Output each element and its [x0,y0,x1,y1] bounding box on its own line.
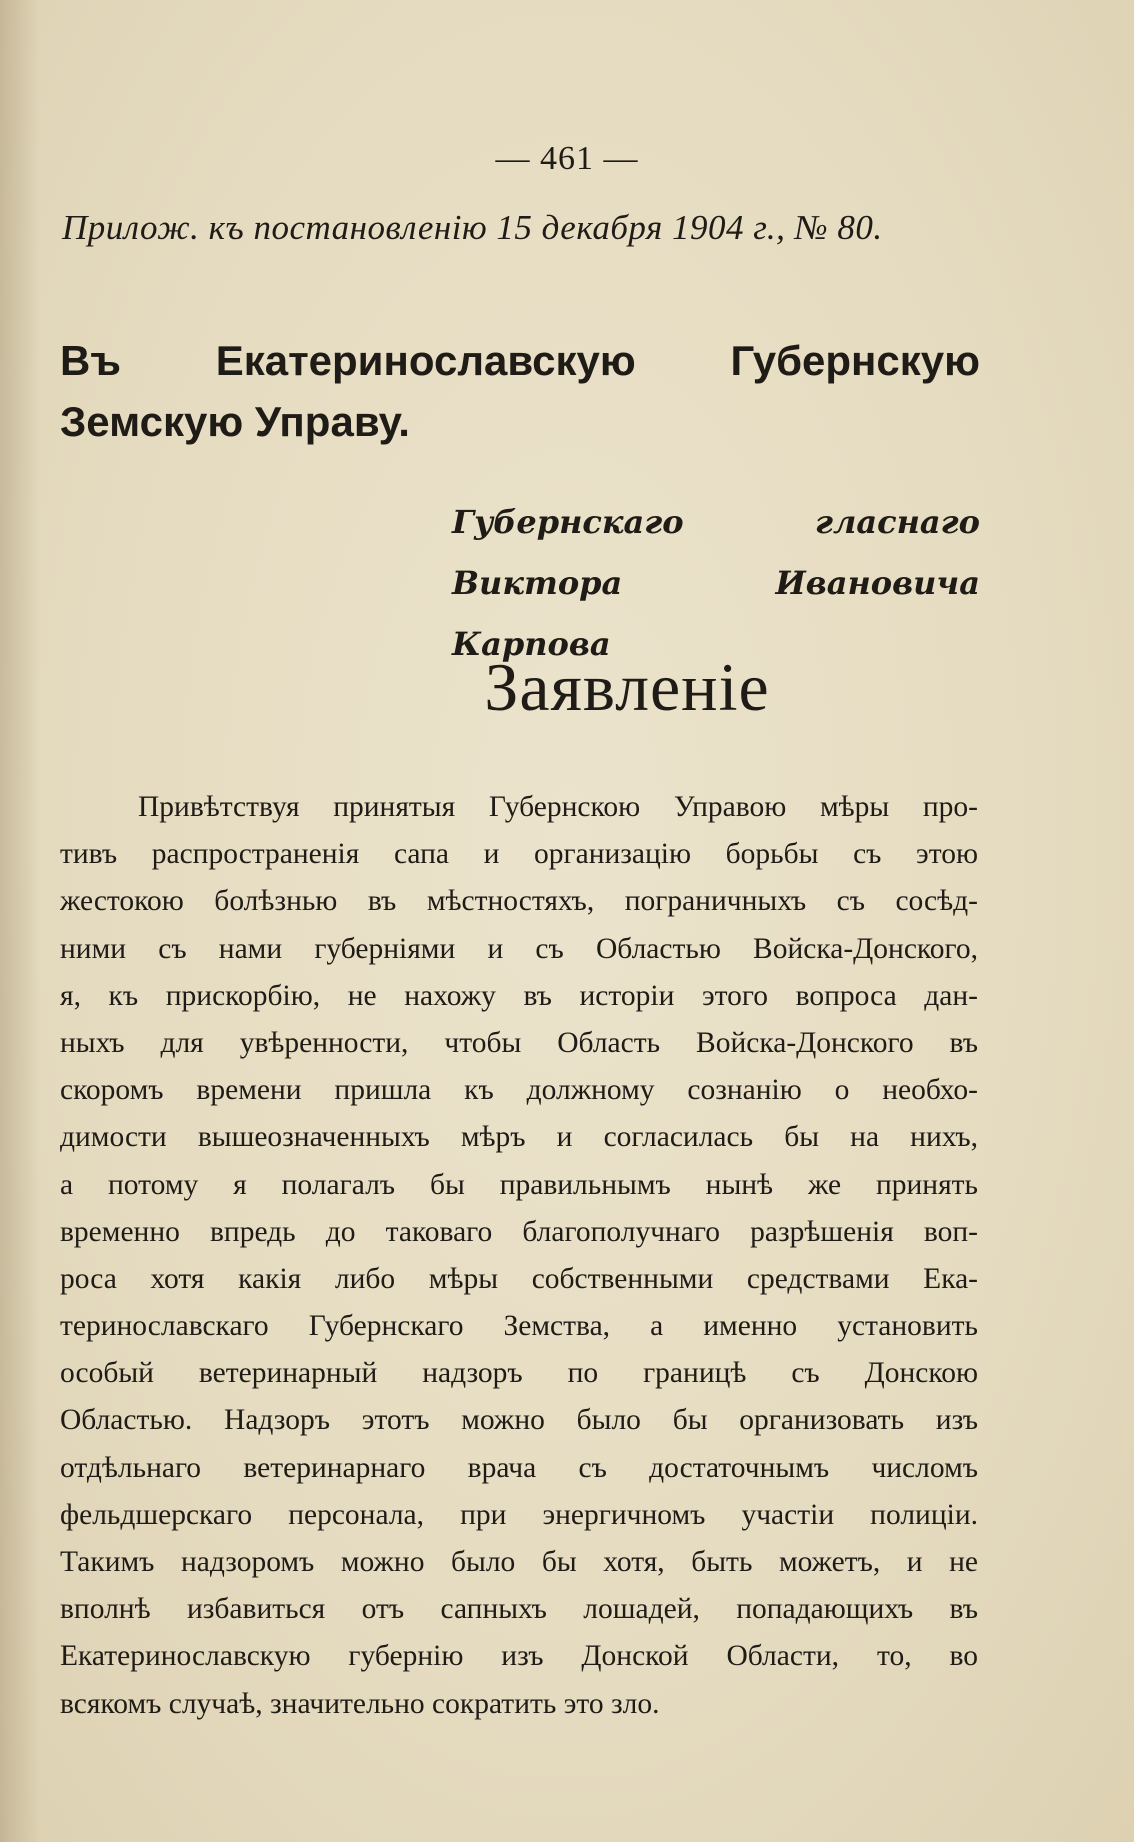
body-line: Областью. Надзоръ этотъ можно было бы организовать изъ [60,1404,978,1437]
attachment-reference: Прилож. къ постановленію 15 декабря 1904 г., № 80. [62,208,883,247]
body-line: всякомъ случаѣ, значительно сократить это зло. [60,1687,660,1720]
body-line: особый ветеринарный надзоръ по границѣ съ Донскою [60,1357,978,1390]
body-line: димости вышеозначенныхъ мѣръ и согласилась бы на нихъ, [60,1121,978,1154]
body-line: вполнѣ избавиться отъ сапныхъ лошадей, попадающихъ въ [60,1593,978,1626]
body-line: роса хотя какія либо мѣры собственными средствами Ека- [60,1262,978,1295]
body-paragraph [60,784,978,1728]
body-line: фельдшерскаго персонала, при энергичномъ участіи полиціи. [60,1498,978,1531]
document-title: Заявленіе [484,649,770,725]
page-edge-shadow [0,0,40,1842]
body-line: теринославскаго Губернскаго Земства, а именно установить [60,1310,978,1343]
body-line: отдѣльнаго ветеринарнаго врача съ достаточнымъ числомъ [60,1451,978,1484]
body-line: ними съ нами губерніями и съ Областью Войска-Донского, [60,932,978,965]
body-line: а потому я полагалъ бы правильнымъ нынѣ же принять [60,1168,978,1201]
body-line: жестокою болѣзнью въ мѣстностяхъ, пограничныхъ съ сосѣд- [60,885,978,918]
body-line: скоромъ времени пришла къ должному сознанію о необхо- [60,1074,978,1107]
body-line: Такимъ надзоромъ можно было бы хотя, быть можетъ, и не [60,1546,978,1578]
body-line: Привѣтствуя принятыя Губернскою Управою мѣры про- [138,791,978,823]
body-line: Екатеринославскую губернію изъ Донской Области, то, во [60,1640,978,1673]
body-line: временно впредь до таковаго благополучнаго разрѣшенія воп- [60,1215,978,1248]
body-line: ныхъ для увѣренности, чтобы Область Войска-Донского въ [60,1026,978,1059]
addressee-heading: Въ Екатеринославскую Губернскую Земскую Управу. [60,337,980,445]
body-line: я, къ прискорбію, не нахожу въ исторіи этого вопроса дан- [60,979,978,1012]
page-number: — 461 — [495,140,639,177]
body-line: тивъ распространенія сапа и организацію борьбы съ этою [60,838,978,871]
author-line: Губернскаго гласнаго Виктора Ивановича Карпова [452,503,980,663]
